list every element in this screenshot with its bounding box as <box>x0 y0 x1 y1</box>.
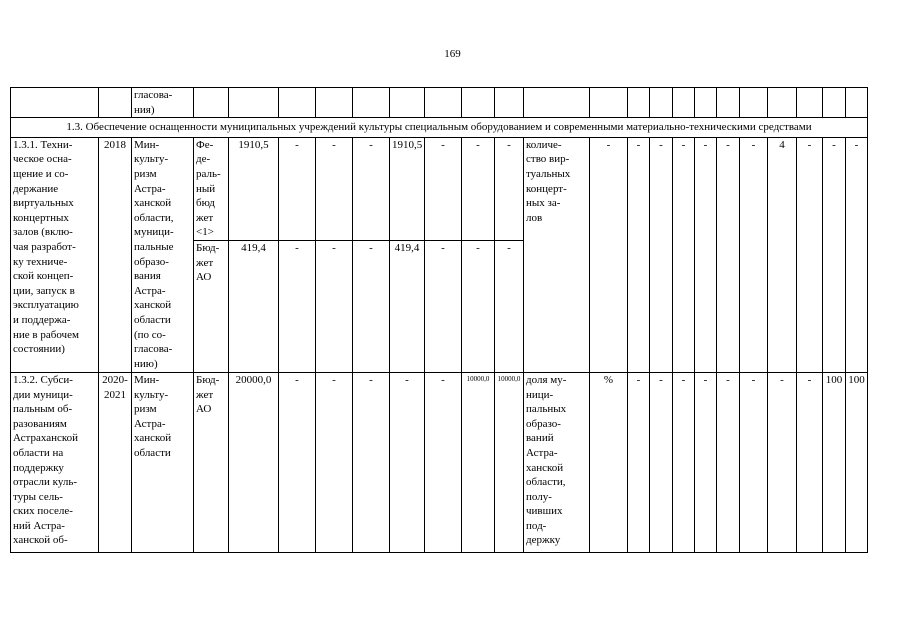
item-2-ind-col-4: - <box>695 372 717 552</box>
item-1-ind-col-9: - <box>823 137 846 372</box>
item-2-year: 2020- 2021 <box>99 372 132 552</box>
item-1-fed-col-5: - <box>425 137 462 240</box>
item-2-col-4: - <box>390 372 425 552</box>
item-1-total-federal: 1910,5 <box>229 137 279 240</box>
item-1-ind-col-2: - <box>650 137 673 372</box>
item-2-col-2: - <box>316 372 353 552</box>
item-2-col-6: 10000,0 <box>462 372 495 552</box>
item-2-indicator: доля му- ници- пальных образо- ваний Астра- ханской области, полу- чивших под- держку <box>524 372 590 552</box>
item-2-ind-col-1: - <box>628 372 650 552</box>
item-1-ind-col-1: - <box>628 137 650 372</box>
item-1-reg-col-1: - <box>279 240 316 372</box>
item-1-indicator: количе- ство вир- туальных концерт- ных за- лов <box>524 137 590 372</box>
item-1-fed-col-6: - <box>462 137 495 240</box>
item-1-reg-col-5: - <box>425 240 462 372</box>
item-2-ind-col-10: 100 <box>846 372 868 552</box>
item-2-ind-col-7: - <box>768 372 797 552</box>
section-title: 1.3. Обеспечение оснащенности муниципальных учреждений культуры специальным оборудованием и современными материально-техническими средствами <box>11 118 868 138</box>
item-1-ind-col-5: - <box>717 137 740 372</box>
item-1-reg-col-3: - <box>353 240 390 372</box>
item-1-ind-col-4: - <box>695 137 717 372</box>
item-1-row-federal <box>11 137 868 240</box>
item-2-unit: % <box>590 372 628 552</box>
item-1-reg-col-7: - <box>495 240 524 372</box>
item-1-reg-col-2: - <box>316 240 353 372</box>
item-1-fed-col-1: - <box>279 137 316 240</box>
item-2-col-3: - <box>353 372 390 552</box>
page-number: 169 <box>444 48 461 60</box>
item-1-source-regional: Бюд- жет АО <box>194 240 229 372</box>
item-2-ind-col-9: 100 <box>823 372 846 552</box>
item-1-fed-col-7: - <box>495 137 524 240</box>
item-2-ind-col-6: - <box>740 372 768 552</box>
item-2-ind-col-8: - <box>797 372 823 552</box>
item-2-col-7: 10000,0 <box>495 372 524 552</box>
item-2-row <box>11 372 868 552</box>
item-1-unit: - <box>590 137 628 372</box>
item-1-source-federal: Фе- де- раль- ный бюд жет <1> <box>194 137 229 240</box>
item-1-executor: Мин- культу- ризм Астра- ханской области, муници- пальные образо- вания Астра- ханской области (по со- гласова- нию) <box>132 137 194 372</box>
item-2-executor: Мин- культу- ризм Астра- ханской области <box>132 372 194 552</box>
item-1-name: 1.3.1. Техни- ческое осна- щение и со- держание виртуальных концертных залов (вклю- чая разработ- ку техниче- ской концеп- ции, запуск в эксплуатацию и поддержа- ние в рабочем состоянии) <box>11 137 99 372</box>
item-1-ind-col-10: - <box>846 137 868 372</box>
item-2-total: 20000,0 <box>229 372 279 552</box>
item-2-ind-col-2: - <box>650 372 673 552</box>
item-1-fed-col-3: - <box>353 137 390 240</box>
item-2-name: 1.3.2. Субси- дии муници- пальным об- разованиям Астраханской области на поддержку отрасли куль- туры сель- ских поселе- ний Астра- ханской об- <box>11 372 99 552</box>
item-1-year: 2018 <box>99 137 132 372</box>
item-2-ind-col-3: - <box>673 372 695 552</box>
item-2-col-5: - <box>425 372 462 552</box>
item-2-ind-col-5: - <box>717 372 740 552</box>
item-1-reg-col-6: - <box>462 240 495 372</box>
item-1-ind-col-8: - <box>797 137 823 372</box>
item-1-fed-col-2: - <box>316 137 353 240</box>
continuation-note: глacoва- ния) <box>132 88 194 118</box>
section-row <box>11 118 868 138</box>
item-1-ind-col-7: 4 <box>768 137 797 372</box>
item-2-col-1: - <box>279 372 316 552</box>
item-1-total-regional: 419,4 <box>229 240 279 372</box>
program-table <box>10 87 868 553</box>
item-1-fed-col-4: 1910,5 <box>390 137 425 240</box>
item-2-source: Бюд- жет АО <box>194 372 229 552</box>
item-1-reg-col-4: 419,4 <box>390 240 425 372</box>
item-1-ind-col-3: - <box>673 137 695 372</box>
continuation-row <box>11 88 868 118</box>
item-1-ind-col-6: - <box>740 137 768 372</box>
